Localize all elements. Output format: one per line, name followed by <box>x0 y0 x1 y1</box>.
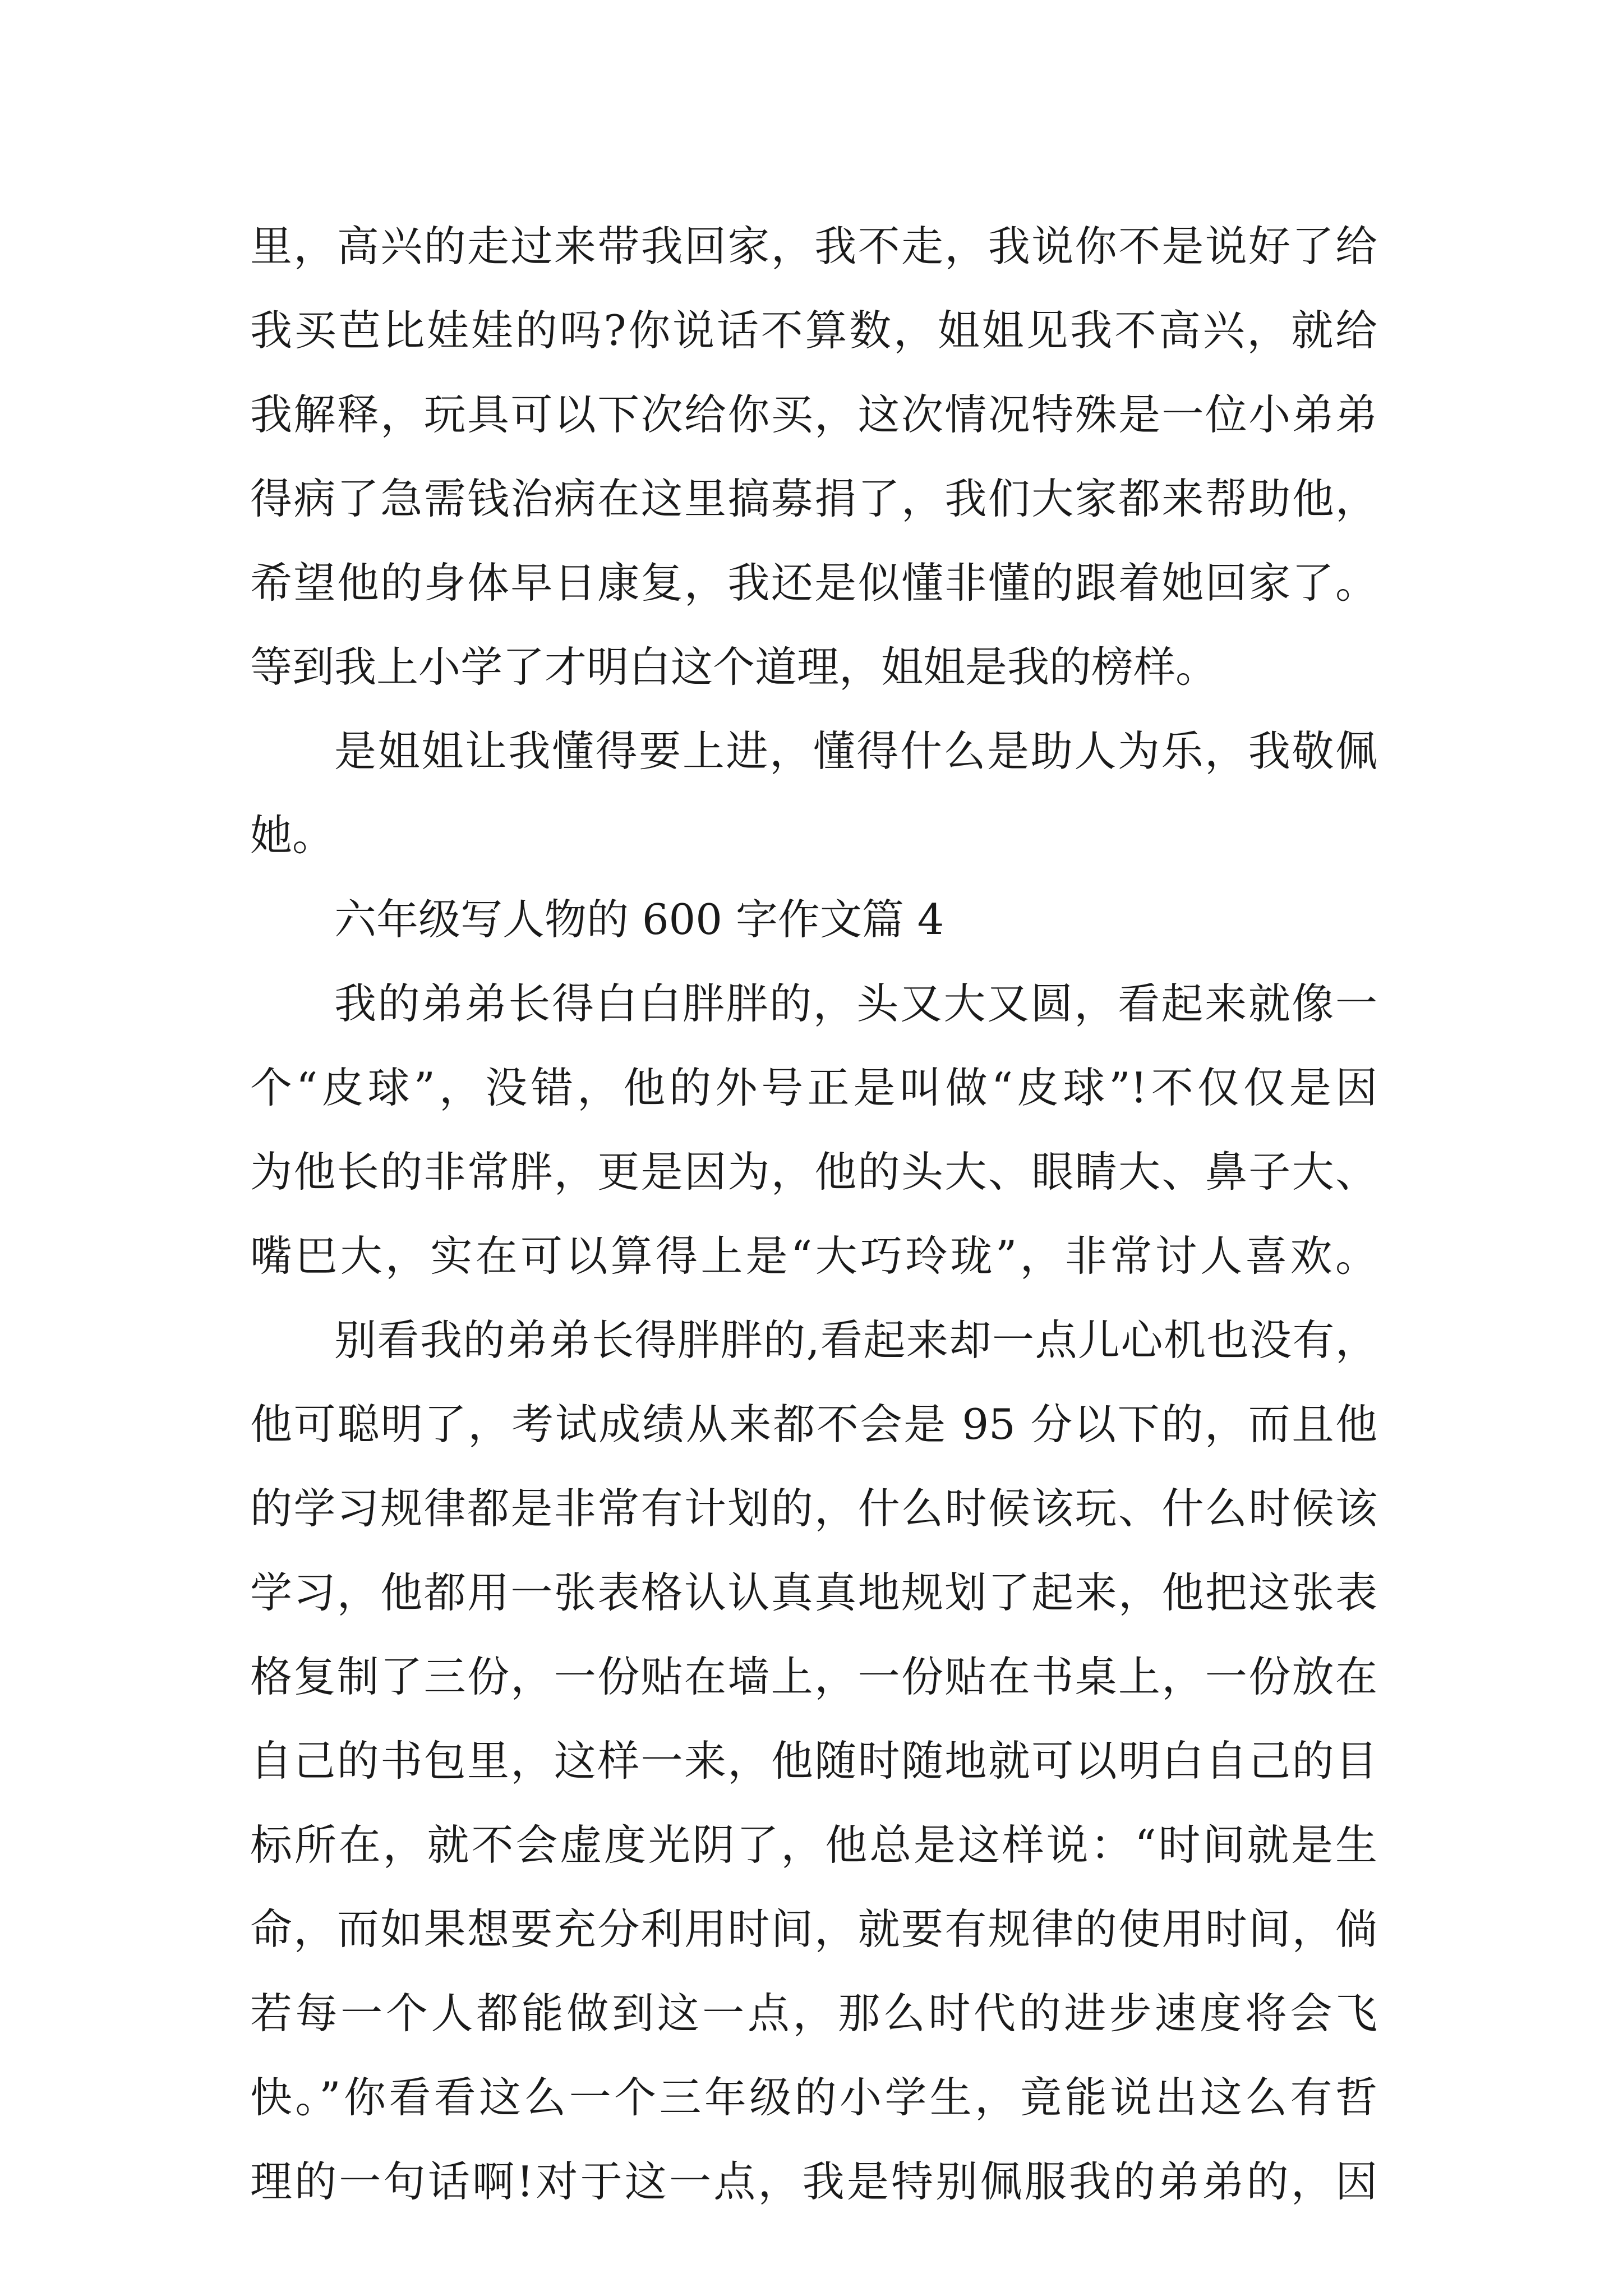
text-line: 嘴巴大，实在可以算得上是“大巧玲珑”，非常讨人喜欢。 <box>250 1231 1377 1281</box>
text-line: 理的一句话啊!对于这一点，我是特别佩服我的弟弟的，因 <box>250 2157 1377 2206</box>
text-line: 快。”你看看这么一个三年级的小学生，竟能说出这么有哲 <box>250 2073 1377 2122</box>
text-line: 标所在，就不会虚度光阴了，他总是这样说：“时间就是生 <box>250 1820 1377 1870</box>
text-line: 我买芭比娃娃的吗?你说话不算数，姐姐见我不高兴，就给 <box>250 306 1377 355</box>
text-line: 的学习规律都是非常有计划的，什么时候该玩、什么时候该 <box>250 1484 1377 1533</box>
text-line: 我解释，玩具可以下次给你买，这次情况特殊是一位小弟弟 <box>250 390 1377 439</box>
text-line: 自己的书包里，这样一来，他随时随地就可以明白自己的目 <box>250 1736 1377 1786</box>
text-line: 里，高兴的走过来带我回家，我不走，我说你不是说好了给 <box>250 222 1377 271</box>
text-line: 我的弟弟长得白白胖胖的，头又大又圆，看起来就像一 <box>334 979 1377 1028</box>
text-line: 格复制了三份，一份贴在墙上，一份贴在书桌上，一份放在 <box>250 1652 1377 1701</box>
text-line: 是姐姐让我懂得要上进，懂得什么是助人为乐，我敬佩 <box>334 726 1377 776</box>
text-line: 命，而如果想要充分利用时间，就要有规律的使用时间，倘 <box>250 1904 1377 1954</box>
text-line: 希望他的身体早日康复，我还是似懂非懂的跟着她回家了。 <box>250 558 1377 608</box>
text-line: 若每一个人都能做到这一点，那么时代的进步速度将会飞 <box>250 1989 1377 2038</box>
text-line: 她。 <box>250 811 335 860</box>
text-line: 等到我上小学了才明白这个道理，姐姐是我的榜样。 <box>250 642 1218 692</box>
section-heading: 六年级写人物的 600 字作文篇 4 <box>334 895 944 944</box>
text-line: 他可聪明了，考试成绩从来都不会是 95 分以下的，而且他 <box>250 1400 1377 1449</box>
text-line: 学习，他都用一张表格认认真真地规划了起来，他把这张表 <box>250 1568 1377 1617</box>
text-line: 个“皮球”，没错，他的外号正是叫做“皮球”!不仅仅是因 <box>250 1063 1377 1112</box>
text-line: 得病了急需钱治病在这里搞募捐了，我们大家都来帮助他， <box>250 474 1377 523</box>
text-line: 别看我的弟弟长得胖胖的,看起来却一点儿心机也没有， <box>334 1315 1377 1365</box>
text-line: 为他长的非常胖，更是因为，他的头大、眼睛大、鼻子大、 <box>250 1147 1377 1197</box>
